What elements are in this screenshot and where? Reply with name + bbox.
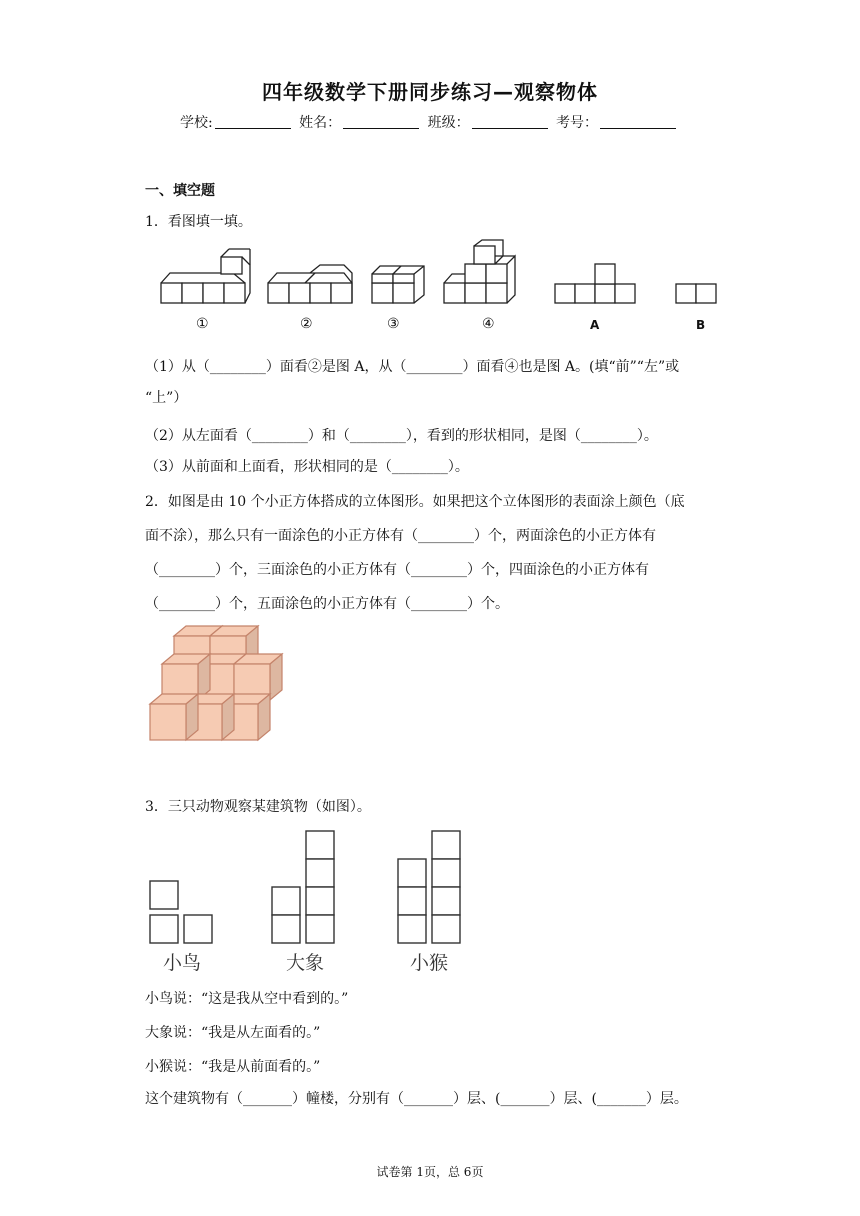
info-name-label: 姓名： xyxy=(299,115,342,131)
q1-stem: 1．看图填一填。 xyxy=(145,214,252,230)
q3-stem: 3．三只动物观察某建筑物（如图）。 xyxy=(145,799,371,815)
q2-line-2: 面不涂），那么只有一面涂色的小正方体有（________）个，两面涂色的小正方体有 xyxy=(145,528,656,544)
figure-2-label: ② xyxy=(300,316,313,332)
page-title: 四年级数学下册同步练习—观察物体 xyxy=(262,80,598,104)
figure-1-label: ① xyxy=(196,316,209,332)
q2-line-1: 2．如图是由 10 个小正方体搭成的立体图形。如果把这个立体图形的表面涂上颜色（底 xyxy=(145,494,685,510)
info-school-label: 学校: xyxy=(179,115,213,131)
q3-elephant-line: 大象说：“我是从左面看的。” xyxy=(145,1025,321,1041)
info-exam-no-label: 考号： xyxy=(556,115,599,131)
elephant-label: 大象 xyxy=(286,952,325,974)
q1-part3: （3）从前面和上面看，形状相同的是（________）。 xyxy=(145,459,469,475)
elephant-view xyxy=(272,831,334,943)
info-class-label: 班级： xyxy=(427,115,470,131)
monkey-view xyxy=(398,831,460,943)
q1-part1: （1）从（________）面看②是图 A，从（________）面看④也是图 A。(填“前”“左”或 xyxy=(145,359,680,375)
figure-b-label: B xyxy=(696,318,706,332)
monkey-label: 小猴 xyxy=(410,952,449,974)
bird-label: 小鸟 xyxy=(163,952,202,974)
section-title: 一、填空题 xyxy=(145,183,215,199)
q3-question: 这个建筑物有（_______）幢楼，分别有（_______）层、(_______）层、(_______）层。 xyxy=(145,1091,688,1107)
q1-part2: （2）从左面看（________）和（________），看到的形状相同，是图（________）。 xyxy=(145,428,658,444)
page-footer: 试卷第 1页，总 6页 xyxy=(376,1165,484,1179)
q1-part1-cont: “上”） xyxy=(145,390,188,406)
q2-line-4: （________）个，五面涂色的小正方体有（________）个。 xyxy=(145,596,509,612)
figure-4-label: ④ xyxy=(482,316,495,332)
figure-a-label: A xyxy=(590,318,600,332)
figure-3-label: ③ xyxy=(387,316,400,332)
q3-bird-line: 小鸟说：“这是我从空中看到的。” xyxy=(145,991,349,1007)
q2-line-3: （________）个，三面涂色的小正方体有（________）个，四面涂色的小正方体有 xyxy=(145,562,649,578)
bird-view xyxy=(150,881,212,943)
q3-monkey-line: 小猴说：“我是从前面看的。” xyxy=(145,1059,321,1075)
